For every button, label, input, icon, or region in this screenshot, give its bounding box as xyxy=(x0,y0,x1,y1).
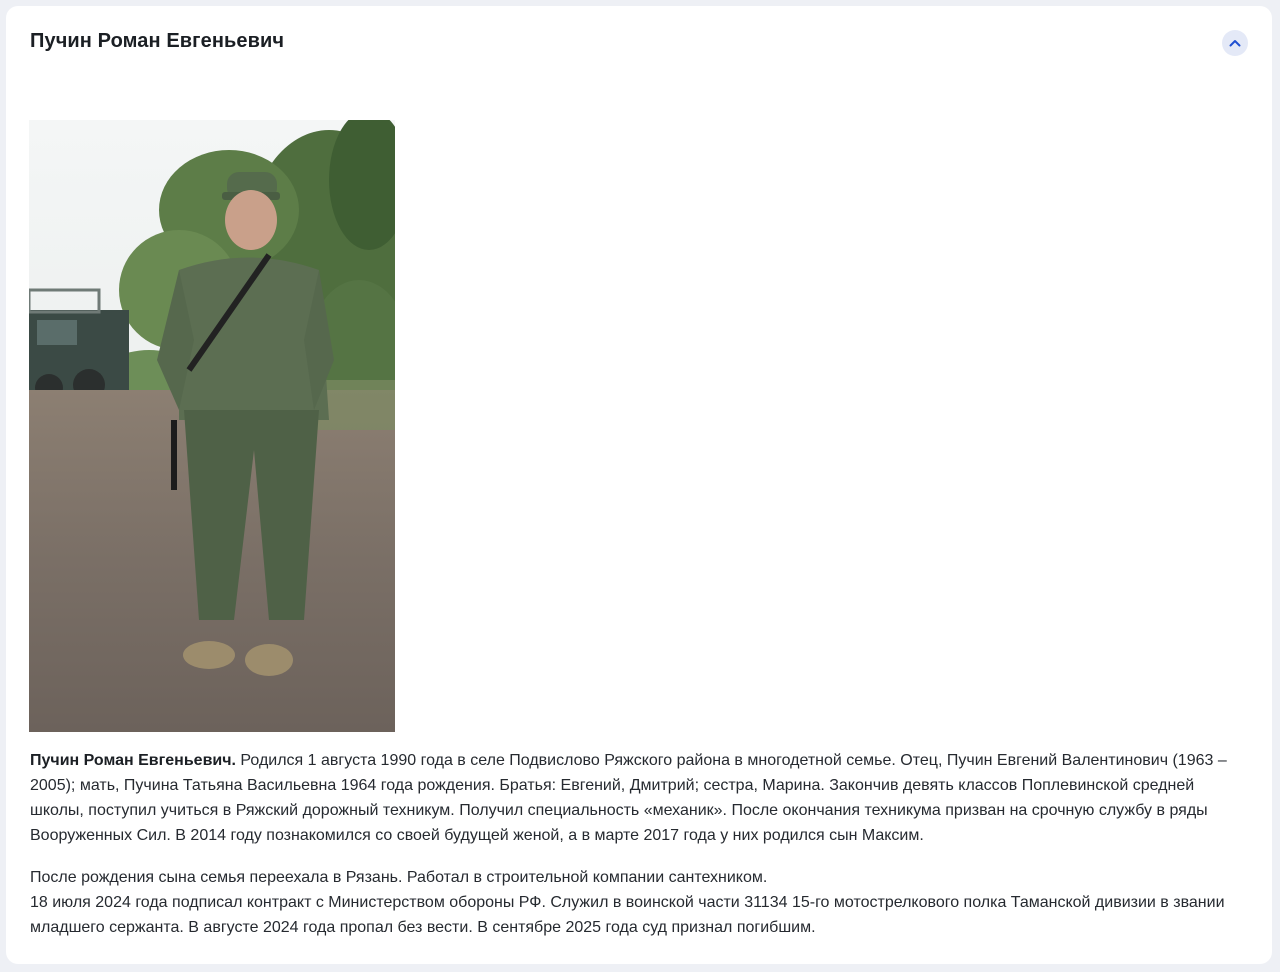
bio-paragraph-2 xyxy=(30,865,1252,940)
collapse-button[interactable] xyxy=(1222,30,1248,56)
chevron-up-icon xyxy=(1229,39,1241,47)
bio-text-1: Родился 1 августа 1990 года в селе Подвислово Ряжского района в многодетной семье. Отец, Пучин Евгений Валентинович (1963 – 2005); мать, Пучина Татьяна Васильевна 1964 года рождения. Братья: Евгений, Дмитрий; сестра, Марина. Закончив девять классов Поплевинской средней школы, поступил учиться в Ряжский дорожный техникум. Получил специальность «механик». После окончания техникума призван на срочную службу в ряды Вооруженных Сил. В 2014 году познакомился со своей будущей женой, а в марте 2017 года у них родился сын Максим. xyxy=(30,752,1227,844)
bio-paragraph-1 xyxy=(30,748,1252,848)
portrait-photo xyxy=(29,120,395,732)
portrait-image xyxy=(29,120,395,732)
bio-text-2b: 18 июля 2024 года подписал контракт с Министерством обороны РФ. Служил в воинской части 31134 15-го мотострелкового полка Таманской дивизии в звании младшего сержанта. В августе 2024 года пропал без вести. В сентябре 2025 года суд признал погибшим. xyxy=(30,894,1225,936)
bio-name: Пучин Роман Евгеньевич. xyxy=(30,752,236,769)
profile-card xyxy=(6,6,1272,964)
biography xyxy=(30,748,1252,957)
card-title: Пучин Роман Евгеньевич xyxy=(30,30,285,52)
bio-text-2a: После рождения сына семья переехала в Рязань. Работал в строительной компании сантехником. xyxy=(30,869,768,886)
